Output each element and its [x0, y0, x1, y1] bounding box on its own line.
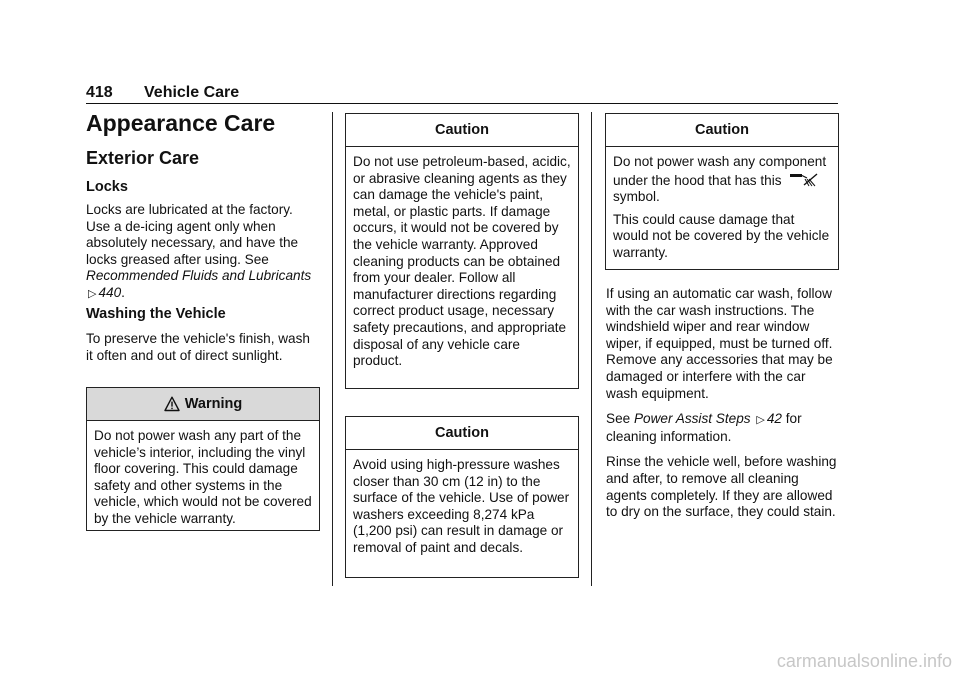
washing-paragraph: To preserve the vehicle's finish, wash it often and out of direct sunlight.: [86, 331, 310, 363]
page-reference-arrow-icon: ▷: [756, 414, 765, 427]
column-divider-left: [332, 112, 333, 586]
warning-text: Do not power wash any part of the vehicle’s interior, including the vinyl floor covering. This could damage safety and other systems in the vehicle, which would not be covered by the vehicle warranty.: [94, 428, 312, 526]
caution-title-bar-2: [346, 417, 578, 450]
locks-paragraph: Locks are lubricated at the factory. Use a de-icing agent only when absolutely necessary, and have the locks greased after using. See Recommended Fluids and Lubricants ▷ 440.: [86, 202, 312, 300]
caution-body-2: [346, 450, 578, 569]
subheading-exterior-care: Exterior Care: [86, 148, 200, 168]
locks-reference[interactable]: Recommended Fluids and Lubricants: [86, 268, 312, 284]
locks-section: [86, 202, 316, 312]
watermark: carmanualsonline.info: [776, 651, 952, 671]
power-assist-steps-reference[interactable]: Power Assist Steps: [633, 411, 751, 427]
see-label: See: [606, 411, 631, 427]
section-title: Vehicle Care: [144, 84, 240, 101]
caution-box-3: [605, 113, 839, 270]
heading-locks: Locks: [86, 179, 128, 195]
heading-washing-the-vehicle: Washing the Vehicle: [86, 306, 226, 322]
warning-title: Warning: [184, 396, 243, 412]
column-divider-right: [591, 112, 592, 586]
no-power-wash-icon: [789, 171, 819, 187]
locks-text: Locks are lubricated at the factory. Use a de-icing agent only when absolutely necessary, and have the locks greased after using. See: [86, 202, 299, 267]
page-heading: Appearance Care: [86, 110, 276, 136]
cleaning-info-paragraph: [606, 411, 838, 445]
caution-title-3: Caution: [695, 122, 749, 138]
caution-title-bar-1: [346, 114, 578, 147]
caution-text-3b: symbol.: [613, 189, 660, 205]
caution-text-3: [613, 154, 831, 206]
caution-title-2: Caution: [435, 425, 489, 441]
warning-box: [86, 387, 320, 531]
warning-triangle-icon: [164, 396, 180, 412]
car-wash-paragraph: If using an automatic car wash, follow with the car wash instructions. The windshield wiper and rear window wiper, if equipped, must be turned off. Remove any accessories that may be damaged or interfere with the car wash equipment.: [606, 286, 833, 401]
caution-text-2: Avoid using high-pressure washes closer than 30 cm (12 in) to the surface of the vehicle. Use of power washers exceeding 8,274 kPa (1,200 psi) can result in damage or removal of paint and decals.: [353, 457, 570, 555]
caution-title-1: Caution: [435, 122, 489, 138]
caution-body-3: [606, 147, 838, 274]
caution-body-1: [346, 147, 578, 382]
caution-text-3c: This could cause damage that would not be covered by the vehicle warranty.: [613, 211, 830, 260]
locks-reference-page[interactable]: 440: [98, 284, 122, 300]
page-number: 418: [86, 84, 113, 101]
caution-text-3a: Do not power wash any component under the hood that has this: [613, 154, 827, 188]
caution-text-1: Do not use petroleum-based, acidic, or abrasive cleaning agents as they can damage the vehicle's paint, metal, or plastic parts. If damage occurs, it would not be covered by the vehicle warranty. Approved cleaning products can be obtained from your dealer. Follow all manufacturer directions regarding correct product usage, necessary safety precautions, and appropriate disposal of any vehicle care product.: [353, 154, 571, 369]
warning-title-bar: [87, 388, 319, 421]
power-assist-steps-page[interactable]: 42: [766, 411, 782, 427]
right-text-section: [606, 286, 838, 530]
warning-body: [87, 421, 319, 540]
cleaning-info-text: for cleaning information.: [606, 411, 802, 444]
header-rule: [86, 103, 838, 104]
caution-title-bar-3: [606, 114, 838, 147]
caution-box-1: [345, 113, 579, 389]
page-reference-arrow-icon: ▷: [88, 287, 97, 300]
washing-section: [86, 331, 318, 373]
caution-box-2: [345, 416, 579, 578]
rinse-paragraph: Rinse the vehicle well, before washing and after, to remove all cleaning agents completely. If they are allowed to dry on the surface, they could stain.: [606, 454, 837, 520]
